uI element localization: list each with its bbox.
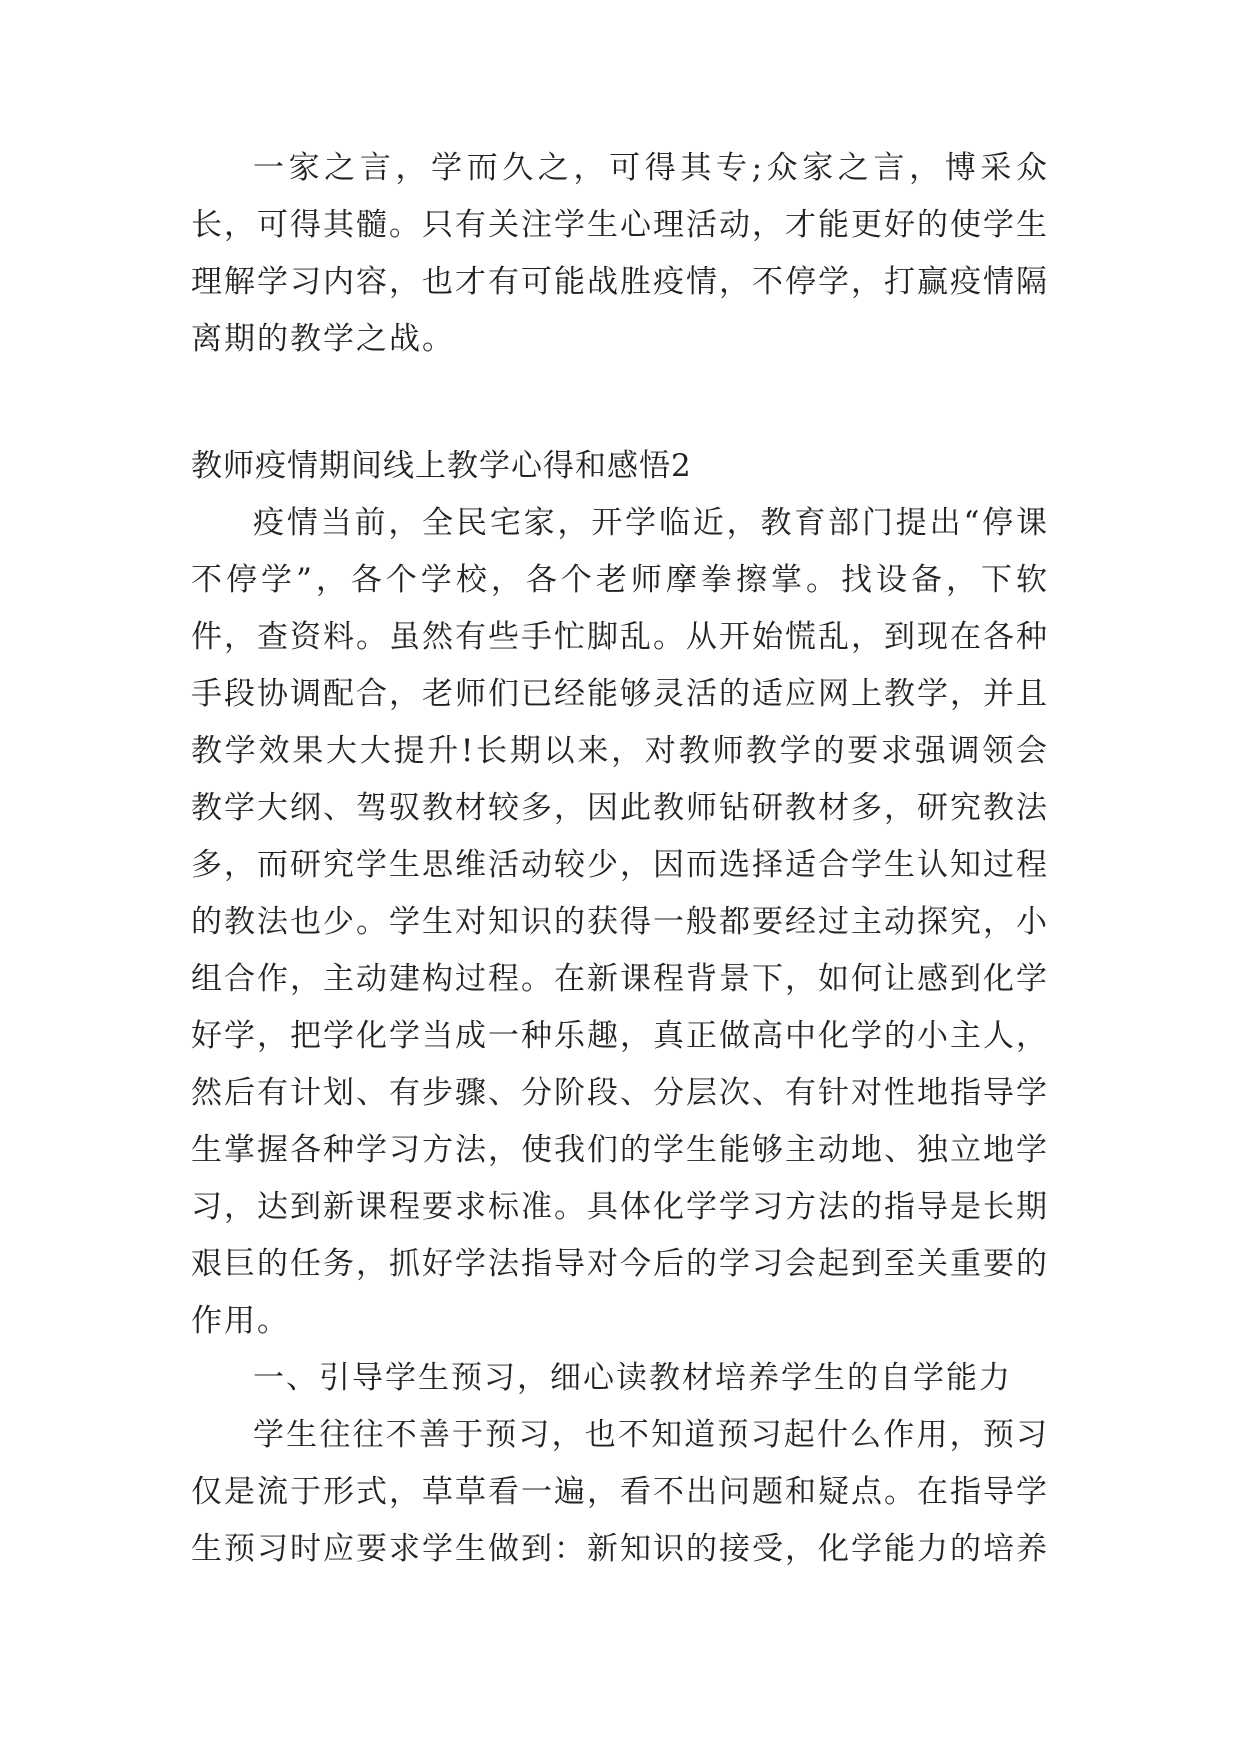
section-title: 教师疫情期间线上教学心得和感悟2 <box>191 448 692 484</box>
document-body <box>191 140 1049 1578</box>
subheading-1: 一、引导学生预习，细心读教材培养学生的自学能力 <box>253 1360 1012 1396</box>
intro-paragraph: 一家之言，学而久之，可得其专;众家之言，博采众长，可得其髓。只有关注学生心理活动，才能更好的使学生理解学习内容，也才有可能战胜疫情，不停学，打赢疫情隔离期的教学之战。 <box>191 150 1049 357</box>
last-paragraph: 学生往往不善于预习，也不知道预习起什么作用，预习仅是流于形式，草草看一遍，看不出问题和疑点。在指导学生预习时应要求学生做到：新知识的接受，化学能力的培养 <box>191 1417 1049 1567</box>
main-paragraph: 疫情当前，全民宅家，开学临近，教育部门提出“停课不停学”，各个学校，各个老师摩拳擦掌。找设备，下软件，查资料。虽然有些手忙脚乱。从开始慌乱，到现在各种手段协调配合，老师们已经能够灵活的适应网上教学，并且教学效果大大提升!长期以来，对教师教学的要求强调领会教学大纲、驾驭教材较多，因此教师钻研教材多，研究教法多，而研究学生思维活动较少，因而选择适合学生认知过程的教法也少。学生对知识的获得一般都要经过主动探究，小组合作，主动建构过程。在新课程背景下，如何让感到化学好学，把学化学当成一种乐趣，真正做高中化学的小主人，然后有计划、有步骤、分阶段、分层次、有针对性地指导学生掌握各种学习方法，使我们的学生能够主动地、独立地学习，达到新课程要求标准。具体化学学习方法的指导是长期艰巨的任务，抓好学法指导对今后的学习会起到至关重要的作用。 <box>191 505 1049 1339</box>
section-spacer <box>191 368 1049 438</box>
